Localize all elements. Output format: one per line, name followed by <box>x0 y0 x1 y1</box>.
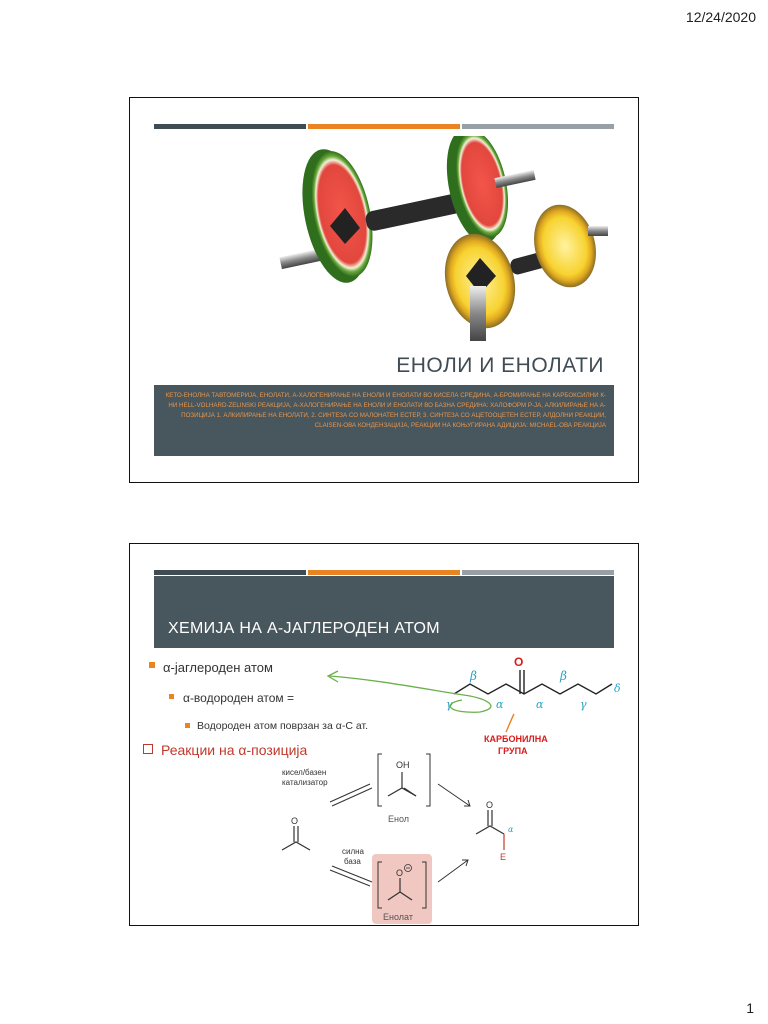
reaction-arrow <box>438 860 468 882</box>
bullet-text: α-јаглероден атом <box>163 660 273 675</box>
bullet-text: Водороден атом поврзан за α-C ат. <box>197 720 368 732</box>
handdrawn-arrow <box>320 666 510 716</box>
bullet-marker <box>149 662 155 668</box>
accent-bars <box>154 124 614 129</box>
reaction-scheme <box>270 744 540 924</box>
reaction-arrow <box>438 784 470 806</box>
gamma-label: γ <box>446 698 453 711</box>
bullet-marker <box>185 723 190 728</box>
beta-label: β <box>560 669 567 683</box>
page-number: 1 <box>746 1000 754 1016</box>
equilibrium-arrow <box>332 788 372 806</box>
gamma-label: γ <box>580 698 587 711</box>
accent-bar-gray <box>462 124 614 129</box>
accent-bars-2 <box>154 570 614 575</box>
catalyst-label: кисел/базен <box>282 768 327 777</box>
bullet-alpha-carbon <box>163 660 273 675</box>
enol-bracket <box>426 754 430 806</box>
green-arrow-path <box>330 676 491 712</box>
accent-bar-orange <box>308 124 460 129</box>
carbonyl-label: КАРБОНИЛНА <box>484 734 548 744</box>
alpha-label: α <box>496 698 504 711</box>
bullet-text: α-водороден атом = <box>183 691 295 705</box>
enol-double-bond <box>404 788 416 796</box>
equilibrium-arrow <box>330 870 370 886</box>
slide-1-title: ЕНОЛИ И ЕНОЛАТИ <box>396 354 604 377</box>
strong-base-label: силна <box>342 847 365 856</box>
product-o-label: O <box>486 800 494 810</box>
enolate-label: Енолат <box>383 912 413 922</box>
fruit-dumbbell-image <box>270 136 610 346</box>
oh-label: OH <box>396 760 410 770</box>
accent-bar-orange <box>308 570 460 575</box>
print-date: 12/24/2020 <box>685 9 756 25</box>
equilibrium-arrow <box>330 784 370 802</box>
ketone-bonds <box>282 842 310 850</box>
oxygen-label: O <box>514 655 524 669</box>
slide-2 <box>129 543 639 926</box>
checkbox-bullet-icon <box>143 744 153 754</box>
catalyst-label: катализатор <box>282 778 328 787</box>
accent-bar-gray <box>462 570 614 575</box>
delta-label: δ <box>614 682 621 695</box>
reactions-heading-text: Реакции на α-позиција <box>161 742 308 758</box>
product-bonds <box>476 826 504 834</box>
enol-bracket <box>378 754 382 806</box>
bullet-hydrogen-def <box>197 720 368 732</box>
title-band <box>154 576 614 648</box>
bullet-marker <box>169 694 174 699</box>
slide-2-title: ХЕМИЈА НА Α-ЈАГЛЕРОДЕН АТОМ <box>168 620 440 637</box>
enol-label: Енол <box>388 814 410 824</box>
beta-label: β <box>470 669 477 683</box>
product-e-label: E <box>500 852 507 862</box>
ketone-o-label: O <box>291 816 299 826</box>
bullet-alpha-hydrogen <box>183 691 294 705</box>
slide-1-subtitle: КЕТО-ЕНОЛНА ТАВТОМЕРИЈА, ЕНОЛАТИ, Α-ХАЛОГЕНИРАЊЕ НА ЕНОЛИ И ЕНОЛАТИ ВО КИСЕЛА СРЕДИНА, Α-БРОМИРАЊЕ НА КАРБОКСИЛНИ К-НИ HELL-VOLHARD-ZELINSKI РЕАКЦИЈА, Α-ХАЛОГЕНИРАЊЕ НА ЕНОЛИ И ЕНОЛАТИ ВО БАЗНА СРЕДИНА: ХАЛОФОРМ Р-ЈА, АЛКИЛИРАЊЕ НА Α-ПОЗИЦИЈА 1. АЛКИЛИРАЊЕ НА ЕНОЛАТИ, 2. СИНТЕЗА СО МАЛОНАТЕН ЕСТЕР, 3. СИНТЕЗА СО АЦЕТООЦЕТЕН ЕСТЕР, АЛДОЛНИ РЕАКЦИИ, CLAISEN-ОВА КОНДЕНЗАЦИЈА, РЕАКЦИИ НА КОЊУГИРАНА АДИЦИЈА: MICHAEL-ОВА РЕАКЦИЈА <box>165 392 606 429</box>
slide-1 <box>129 97 639 483</box>
accent-bar-dark <box>154 124 306 129</box>
accent-bar-dark <box>154 570 306 575</box>
product-alpha-label: α <box>508 825 514 834</box>
alpha-label: α <box>536 698 544 711</box>
strong-base-label: база <box>344 857 361 866</box>
enolate-o-label: O <box>396 868 404 878</box>
carbonyl-label: ГРУПА <box>498 746 528 756</box>
enol-bonds <box>388 788 416 796</box>
carbonyl-arrow <box>506 714 514 732</box>
equilibrium-arrow <box>332 866 372 882</box>
subtitle-box <box>154 385 614 456</box>
